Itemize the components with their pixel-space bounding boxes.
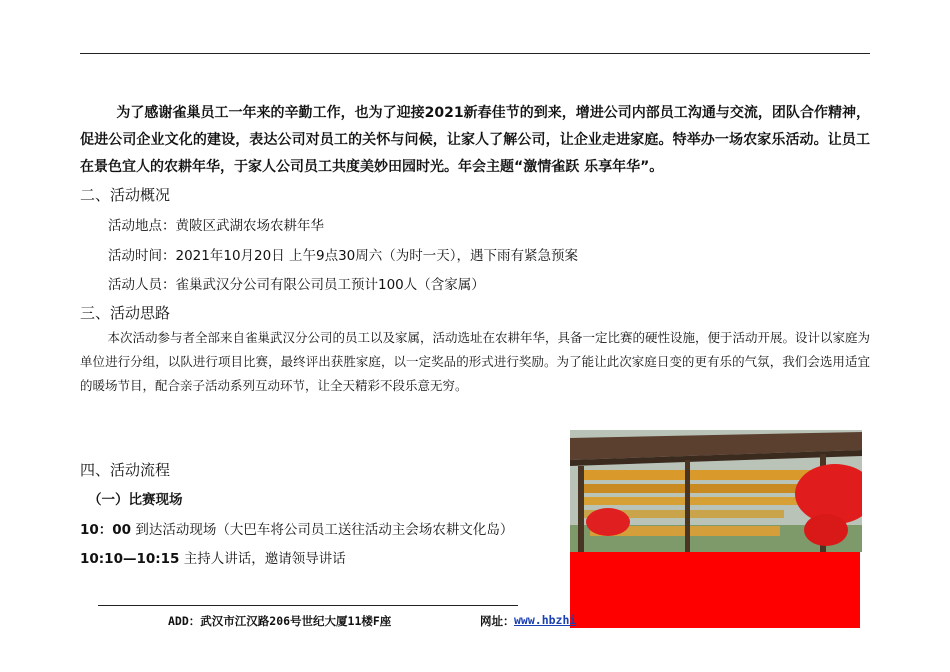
header-rule <box>80 53 870 54</box>
intro-paragraph: 为了感谢雀巢员工一年来的辛勤工作，也为了迎接2021新春佳节的到来，增进公司内部员工沟通与交流，团队合作精神，促进公司企业文化的建设，表达公司对员工的关怀与问候，让家人了解公司，让企业走进家庭。特举办一场农家乐活动。让员工在景色宜人的农耕年华，于家人公司员工共度美妙田园时光。年会主题“激情雀跃 乐享年华”。 <box>80 105 870 175</box>
activity-people: 活动人员：雀巢武汉分公司有限公司员工预计100人（含家属） <box>108 277 485 293</box>
footer-address: ADD：武汉市江汉路206号世纪大厦11楼F座 <box>168 614 392 628</box>
section2-heading: 二、活动概况 <box>80 186 171 204</box>
schedule-item-2 <box>80 547 346 567</box>
section4-subheading: （一）比赛现场 <box>88 492 183 508</box>
farm-pavilion-photo <box>570 430 862 552</box>
red-block <box>570 552 860 628</box>
schedule-item-2-text: 主持人讲话，邀请领导讲话 <box>183 551 346 567</box>
activity-location: 活动地点：黄陂区武湖农场农耕年华 <box>108 218 324 234</box>
footer-rule <box>98 605 518 606</box>
schedule-item-1-text: 到达活动现场（大巴车将公司员工送往活动主会场农耕文化岛） <box>135 522 514 538</box>
section3-paragraph: 本次活动参与者全部来自雀巢武汉分公司的员工以及家属，活动选址在农耕年华，具备一定比赛的硬性设施，便于活动开展。设计以家庭为单位进行分组，以队进行项目比赛，最终评出获胜家庭，以一定奖品的形式进行奖励。为了能让此次家庭日变的更有乐的气氛，我们会选用适宜的暖场节目，配合亲子活动系列互动环节，让全天精彩不段乐意无穷。 <box>80 330 871 393</box>
activity-time: 活动时间：2021年10月20日 上午9点30周六（为时一天），遇下雨有紧急预案 <box>108 248 579 264</box>
schedule-item-1-time: 10：00 <box>80 522 132 538</box>
schedule-item-2-time: 10:10—10:15 <box>80 551 180 567</box>
schedule-item-1 <box>80 518 513 538</box>
footer-website-label: 网址： <box>480 614 515 628</box>
section4-heading: 四、活动流程 <box>80 461 171 479</box>
footer-website-link[interactable]: www.hbzhi <box>514 613 577 627</box>
section3-heading: 三、活动思路 <box>80 304 171 322</box>
